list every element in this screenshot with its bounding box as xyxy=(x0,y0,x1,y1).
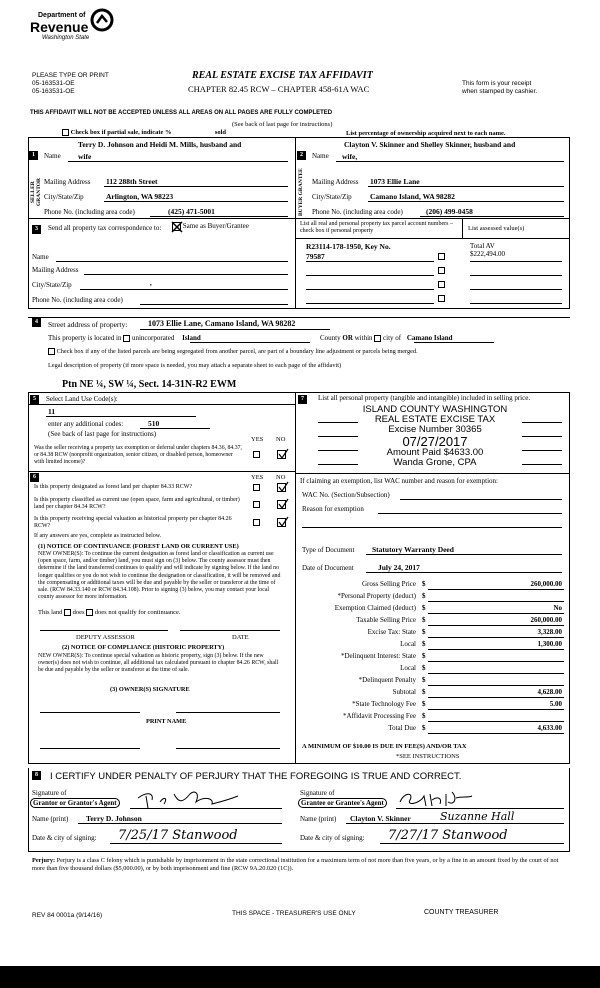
checkmark-icon xyxy=(277,448,289,460)
perjury-text: Perjury is a class C felony which is punishable by imprisonment in the state correctional institution for a maximum term of not more than five years, or by a fine in an amount fixed by the court of not more than five thousand dollars ($5,000.00), or by both imprisonment and fine (RCW 9A.20.020 (1C)). xyxy=(32,857,559,872)
fee-underline xyxy=(428,649,564,650)
parcel-1-line1: R23114-178-1950, Key No. xyxy=(306,242,391,251)
reason-field[interactable] xyxy=(378,513,562,514)
sold-label: sold xyxy=(214,129,227,136)
if-any-yes: If any answers are yes, complete as instructed below. xyxy=(34,533,162,539)
seller-mailing-label: Mailing Address xyxy=(44,178,91,186)
perjury-label: Perjury: xyxy=(32,857,56,864)
same-as-buyer-checkbox[interactable] xyxy=(172,222,181,231)
stamp-line4: 07/27/2017 xyxy=(402,434,468,449)
claim-exemption-label: If claiming an exemption, list WAC number and reason for exemption: xyxy=(300,477,498,485)
fee-value: 5.00 xyxy=(549,700,562,708)
fee-underline xyxy=(428,721,564,722)
parcel-4-personal-checkbox[interactable] xyxy=(438,295,445,302)
scan-edge-bar xyxy=(0,966,600,988)
buyer-mailing-value: 1073 Ellie Lane xyxy=(370,177,420,186)
see-back-note: (See back of last page for instructions) xyxy=(232,121,333,128)
receipt-note-2: when stamped by cashier. xyxy=(462,88,538,95)
fee-dollar-sign: $ xyxy=(422,688,426,696)
grantor-date-label: Date & city of signing: xyxy=(32,834,97,842)
fee-dollar-sign: $ xyxy=(422,616,426,624)
form-revision: REV 84 0001a (9/14/16) xyxy=(32,912,103,919)
corr-name-field[interactable] xyxy=(56,261,288,262)
form-code-2: 05-163531-OE xyxy=(32,88,75,95)
grantor-agent-label: Grantor or Grantor's Agent xyxy=(30,798,120,808)
logo-line2: Revenue xyxy=(30,19,89,35)
buyer-side-label: BUYER GRANTEE xyxy=(298,168,304,216)
logo-line3: Washington State xyxy=(42,35,90,41)
fee-row xyxy=(300,640,566,652)
assessed-label: List assessed value(s) xyxy=(468,225,525,232)
buyer-phone-value: (206) 499-0458 xyxy=(426,207,473,216)
fee-label: *Affidavit Processing Fee xyxy=(343,712,416,720)
section4-band xyxy=(28,317,570,318)
send-correspondence-label: Send all property tax correspondence to: xyxy=(48,224,162,232)
fee-row xyxy=(300,724,566,736)
corr-phone-label: Phone No. (including area code) xyxy=(32,296,123,304)
fee-row xyxy=(300,604,566,616)
unincorporated-label: unincorporated xyxy=(131,334,175,342)
or-label: OR xyxy=(342,334,353,342)
segregated-checkbox[interactable] xyxy=(48,348,55,355)
parcel-3-personal-checkbox[interactable] xyxy=(438,281,445,288)
fee-row xyxy=(300,592,566,604)
county-label: County xyxy=(320,334,341,342)
doc-type-label: Type of Document xyxy=(302,546,355,554)
historic-no-checkbox[interactable] xyxy=(277,518,286,527)
seller-city-value: Arlington, WA 98223 xyxy=(106,192,174,201)
see-instructions: *SEE INSTRUCTIONS xyxy=(396,753,460,760)
within-label: within xyxy=(354,334,373,342)
fee-underline xyxy=(428,601,564,602)
section3-divider xyxy=(28,218,570,219)
seller-mailing-value: 112 288th Street xyxy=(106,177,158,186)
exemption-no-checkbox[interactable] xyxy=(277,450,286,459)
buyer-name-line1: Clayton V. Skinner and Shelley Skinner, husband and xyxy=(344,140,516,149)
city-of-checkbox[interactable] xyxy=(374,335,381,342)
seller-name-line1: Terry D. Johnson and Heidi M. Mills, husband and xyxy=(78,140,242,149)
parcel-divider xyxy=(462,218,463,238)
minimum-fee-note: A MINIMUM OF $10.00 IS DUE IN FEE(S) AND/OR TAX xyxy=(302,743,467,750)
unincorporated-checkbox[interactable] xyxy=(123,335,130,342)
doc-date-value: July 24, 2017 xyxy=(378,563,420,572)
fee-row xyxy=(300,676,566,688)
buyer-city-value: Camano Island, WA 98282 xyxy=(370,192,455,201)
grantee-date-value: 7/27/17 Stanwood xyxy=(388,828,508,843)
receipt-note-1: This form is your receipt xyxy=(462,80,532,87)
fee-underline xyxy=(428,613,564,614)
located-label: This property is located in xyxy=(48,334,122,342)
logo-line1: Department of xyxy=(38,12,86,19)
land-use-value: 11 xyxy=(48,407,56,416)
buyer-name-line2: wife, xyxy=(342,152,358,161)
fee-underline xyxy=(428,589,564,590)
fee-value: 260,000.00 xyxy=(530,616,562,624)
this-land-row xyxy=(38,609,181,616)
section2-num: 2 xyxy=(297,150,306,160)
fee-label: Total Due xyxy=(388,724,416,732)
fee-underline xyxy=(428,709,564,710)
seller-name-label: Name xyxy=(44,152,61,160)
fee-value: 1,300.00 xyxy=(537,640,562,648)
fee-value: 4,633.00 xyxy=(537,724,562,732)
segregated-label: Check box if any of the listed parcels are being segregated from another parcel, are part of a boundary line adjustment or parcels being merged. xyxy=(56,348,418,355)
buyer-mailing-label: Mailing Address xyxy=(312,178,359,186)
personal-property-label: List all personal property (tangible and intangible) included in selling price. xyxy=(318,394,531,402)
grantee-signature[interactable] xyxy=(396,788,476,810)
current-use-no-checkbox[interactable] xyxy=(277,500,286,509)
street-label: Street address of property: xyxy=(48,320,128,329)
fee-row xyxy=(300,652,566,664)
total-av-label: Total AV xyxy=(470,242,495,250)
stamp-line3: Excise Number 30365 xyxy=(388,424,482,435)
seller-phone-label: Phone No. (including area code) xyxy=(44,208,135,216)
grantor-sig-label: Signature of xyxy=(32,789,67,797)
seller-name-line2: wife xyxy=(78,152,92,161)
corr-city-label: City/State/Zip xyxy=(32,281,72,289)
fee-dollar-sign: $ xyxy=(422,592,426,600)
additional-codes-label: enter any additional codes: xyxy=(48,420,124,428)
does-label: does xyxy=(72,609,85,616)
this-land-label: This land xyxy=(38,609,63,616)
fee-dollar-sign: $ xyxy=(422,640,426,648)
grantor-sig-label-row xyxy=(32,789,66,797)
ownership-note: List percentage of ownership acquired next to each name. xyxy=(346,130,506,137)
fee-underline xyxy=(428,697,564,698)
fee-row xyxy=(300,712,566,724)
grantor-name-value: Terry D. Johnson xyxy=(86,814,142,823)
fee-row xyxy=(300,688,566,700)
historic-yes-checkbox[interactable] xyxy=(253,519,260,526)
does-not-checkbox[interactable] xyxy=(86,609,93,616)
parties-divider xyxy=(295,137,296,309)
date-label: DATE xyxy=(232,634,249,641)
perjury-note xyxy=(32,857,568,873)
legal-value: Ptn NE ¼, SW ¼, Sect. 14-31N-R2 EWM xyxy=(62,379,237,390)
fee-underline xyxy=(428,733,564,734)
parcel-1-line2: 79587 xyxy=(306,252,325,261)
current-use-question: Is this property classified as current use (open space, farm and agricultural, or timber) land per chapter 84.34 RCW? xyxy=(34,497,240,510)
section1-num: 1 xyxy=(29,150,38,160)
current-use-yes-checkbox[interactable] xyxy=(253,501,260,508)
city-of-value: Camano Island xyxy=(406,334,453,342)
form-subtitle: CHAPTER 82.45 RCW – CHAPTER 458-61A WAC xyxy=(188,84,370,94)
corr-phone-field[interactable] xyxy=(140,304,288,305)
fee-dollar-sign: $ xyxy=(422,700,426,708)
doc-date-label: Date of Document xyxy=(302,564,354,572)
segregated-row xyxy=(48,348,418,355)
fee-underline xyxy=(428,673,564,674)
buyer-name-label: Name xyxy=(312,152,329,160)
parcel-1-personal-checkbox[interactable] xyxy=(438,253,445,260)
total-av-value: $222,494.00 xyxy=(470,250,505,258)
s5-yes: YES xyxy=(251,436,264,443)
land-use-label: Select Land Use Code(s): xyxy=(46,395,118,403)
recording-stamp xyxy=(330,405,540,468)
does-checkbox[interactable] xyxy=(64,609,71,616)
fee-value: 260,000.00 xyxy=(530,580,562,588)
fee-underline xyxy=(428,625,564,626)
fee-value: No xyxy=(553,604,562,612)
fee-dollar-sign: $ xyxy=(422,724,426,732)
notice2-title: (2) NOTICE OF COMPLIANCE (HISTORIC PROPERTY) xyxy=(62,644,225,651)
section5-num: 5 xyxy=(30,394,39,404)
same-as-buyer-row xyxy=(172,222,249,231)
fee-label: *State Technology Fee xyxy=(352,700,416,708)
buyer-city-label: City/State/Zip xyxy=(312,193,352,201)
parcel-2-personal-checkbox[interactable] xyxy=(438,267,445,274)
section6-num: 6 xyxy=(30,472,39,482)
form-code-1: 05-163531-OE xyxy=(32,80,75,87)
checkmark-icon xyxy=(277,498,289,510)
fee-value: 3,328.00 xyxy=(537,628,562,636)
fee-label: Taxable Selling Price xyxy=(356,616,416,624)
grantee-name-label: Name (print) xyxy=(300,815,337,823)
s5-no: NO xyxy=(276,436,286,443)
fee-dollar-sign: $ xyxy=(422,712,426,720)
fee-label: Local xyxy=(400,664,416,672)
corr-mailing-label: Mailing Address xyxy=(32,266,79,274)
revenue-logo-icon xyxy=(90,8,114,32)
notice1-title: (1) NOTICE OF CONTINUANCE (FOREST LAND OR CURRENT USE) xyxy=(38,543,239,550)
grantor-name-label: Name (print) xyxy=(32,815,69,823)
form-title: REAL ESTATE EXCISE TAX AFFIDAVIT xyxy=(192,70,373,81)
fee-label: Exemption Claimed (deduct) xyxy=(334,604,416,612)
treasurer-use-label: THIS SPACE - TREASURER'S USE ONLY xyxy=(232,910,356,917)
stamp-line6: Wanda Grone, CPA xyxy=(393,457,477,468)
fee-row xyxy=(300,700,566,712)
fee-dollar-sign: $ xyxy=(422,580,426,588)
grantee-name-handwritten: Suzanne Hall xyxy=(440,810,515,823)
does-not-label: does not qualify for continuance. xyxy=(94,609,181,616)
forest-no-checkbox[interactable] xyxy=(277,483,286,492)
seller-city-label: City/State/Zip xyxy=(44,193,84,201)
print-name-label: PRINT NAME xyxy=(146,718,187,725)
certify-statement: I CERTIFY UNDER PENALTY OF PERJURY THAT THE FOREGOING IS TRUE AND CORRECT. xyxy=(50,771,462,782)
grantee-date-label: Date & city of signing: xyxy=(300,834,365,842)
partial-sale-checkbox[interactable] xyxy=(62,129,69,136)
checkmark-icon xyxy=(277,481,289,493)
fee-dollar-sign: $ xyxy=(422,604,426,612)
fee-label: Excise Tax: State xyxy=(367,628,416,636)
reason-label: Reason for exemption xyxy=(302,505,364,513)
wac-label: WAC No. (Section/Subsection) xyxy=(302,491,390,499)
corr-name-label: Name xyxy=(32,253,49,261)
fee-row xyxy=(300,616,566,628)
parties-frame xyxy=(28,137,570,309)
fee-label: *Delinquent Interest: State xyxy=(340,652,416,660)
grantee-name-value: Clayton V. Skinner xyxy=(350,814,411,823)
fee-row xyxy=(300,628,566,640)
section3-num: 3 xyxy=(32,224,41,234)
fee-dollar-sign: $ xyxy=(422,676,426,684)
logo xyxy=(30,8,120,56)
s6-yes: YES xyxy=(251,474,264,481)
stamp-line5: Amount Paid $4633.00 xyxy=(386,447,484,458)
fee-value: 4,628.00 xyxy=(537,688,562,696)
seller-side-label: SELLER GRANTOR xyxy=(30,178,42,207)
buyer-phone-label: Phone No. (including area code) xyxy=(312,208,403,216)
street-value: 1073 Ellie Lane, Camano Island, WA 98282 xyxy=(148,319,296,328)
unincorporated-value: Island xyxy=(182,334,201,342)
parcel-hline xyxy=(296,238,570,239)
land-use-see-back: (See back of last page for instructions) xyxy=(48,430,157,438)
warning-text: THIS AFFIDAVIT WILL NOT BE ACCEPTED UNLESS ALL AREAS ON ALL PAGES ARE FULLY COMPLETED xyxy=(30,110,333,116)
please-type: PLEASE TYPE OR PRINT xyxy=(32,72,109,79)
fee-underline xyxy=(428,685,564,686)
partial-sale-row xyxy=(62,129,226,136)
checkmark-icon xyxy=(277,516,289,528)
legal-label: Legal description of property (if more space is needed, you may attach a separate sheet to each page of the affidavit) xyxy=(48,362,342,369)
grantee-agent-label: Grantee or Grantee's Agent xyxy=(298,798,387,808)
fee-row xyxy=(300,580,566,592)
county-treasurer-label: COUNTY TREASURER xyxy=(424,909,499,916)
section8-num: 8 xyxy=(32,770,41,780)
fee-underline xyxy=(428,637,564,638)
checkmark-x-icon xyxy=(171,221,183,233)
exemption-question: Was the seller receiving a property tax exemption or deferral under chapters 84.36, 84.37, or 84.38 RCW (nonprofit organization, senior citizen, or disabled person, homeowner with limited income)? xyxy=(34,445,242,465)
fee-label: Subtotal xyxy=(392,688,416,696)
additional-codes-value: 510 xyxy=(148,419,160,428)
fee-row xyxy=(300,664,566,676)
grantee-sig-label: Signature of xyxy=(300,789,335,797)
fee-dollar-sign: $ xyxy=(422,652,426,660)
section7-num: 7 xyxy=(298,394,307,404)
fee-underline xyxy=(428,661,564,662)
stamp-line2: REAL ESTATE EXCISE TAX xyxy=(374,414,496,425)
s6-no: NO xyxy=(276,474,286,481)
forest-yes-checkbox[interactable] xyxy=(253,484,260,491)
located-row xyxy=(48,334,201,342)
owner-signature-label: (3) OWNER(S) SIGNATURE xyxy=(110,686,190,693)
fee-label: *Personal Property (deduct) xyxy=(337,592,416,600)
corr-city-field[interactable] xyxy=(80,289,288,290)
county-row xyxy=(320,334,453,342)
fee-dollar-sign: $ xyxy=(422,664,426,672)
wac-field[interactable] xyxy=(400,499,562,500)
doc-type-value: Statutory Warranty Deed xyxy=(372,545,454,554)
forest-question: Is this property designated as forest land per chapter 84.33 RCW? xyxy=(34,484,193,490)
corr-mailing-field[interactable] xyxy=(84,274,288,275)
fee-label: Local xyxy=(400,640,416,648)
city-of-label: city of xyxy=(383,334,402,342)
grantor-signature[interactable] xyxy=(134,788,244,810)
grantor-date-value: 7/25/17 Stanwood xyxy=(118,828,238,843)
stamp-line1: ISLAND COUNTY WASHINGTON xyxy=(362,404,508,415)
fee-label: *Delinquent Penalty xyxy=(358,676,416,684)
parcel-note: List all real and personal property tax parcel account numbers – check box if personal property xyxy=(300,221,453,234)
fee-dollar-sign: $ xyxy=(422,628,426,636)
section4-num: 4 xyxy=(32,317,41,327)
deputy-assessor-label: DEPUTY ASSESSOR xyxy=(76,634,135,641)
seller-phone-value: (425) 471-5001 xyxy=(168,207,215,216)
lower-divider xyxy=(295,392,296,764)
exemption-yes-checkbox[interactable] xyxy=(253,451,260,458)
notice1-body: NEW OWNER(S): To continue the current designation as forest land or classification as current use (open space, farm, and/or timber) land, you must sign on (3) below. The county assessor must then determine if the land transferred continues to qualify and will indicate by signing below. If the land no longer qualifies or you do not wish to continue the designation or classification, it will be removed and the compensating or additional taxes will be due and payable by the seller or transferor at the time of sale. (RCW 84.33.140 or RCW 84.34.108). Prior to signing (3) below, you may contact your local county assessor for more information. xyxy=(38,551,281,601)
same-as-buyer-label: Same as Buyer/Grantee xyxy=(182,222,249,231)
historic-question: Is this property receiving special valuation as historical property per chapter 84.26 RCW? xyxy=(34,516,232,529)
fee-label: Gross Selling Price xyxy=(361,580,416,588)
partial-sale-label: Check box if partial sale, indicate % xyxy=(70,129,172,136)
corr-city-value: , xyxy=(150,279,152,287)
notice2-body: NEW OWNER(S): To continue special valuation as historic property, sign (3) below. If the new owner(s) does not wish to continue, all additional tax calculated pursuant to chapter 84.26 RCW, shall be due and payable by the seller or transferor at the time of sale. xyxy=(38,653,279,674)
